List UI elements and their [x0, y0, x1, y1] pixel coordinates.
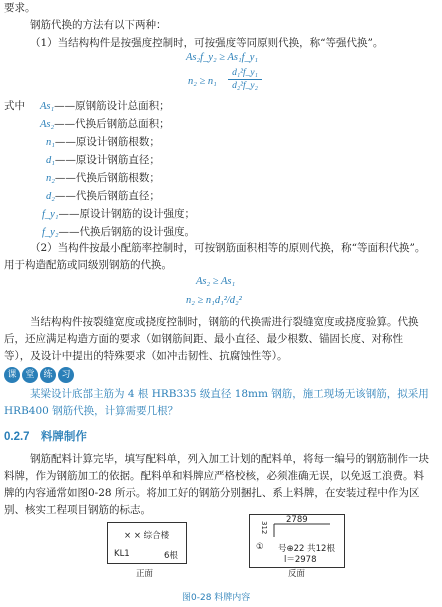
tag-front-label: 正面: [136, 569, 154, 579]
definitions-list: [40, 98, 195, 242]
item1-text: （1）当结构构件是按强度控制时，可按强度等同原则代换，称“等强代换”。: [30, 37, 384, 49]
definition-item: [40, 152, 195, 170]
definition-symbol: As₂: [40, 119, 55, 130]
defs-lead: 式中: [4, 100, 25, 112]
definition-text: ——代换后钢筋直径；: [54, 190, 160, 202]
definition-text: ——原钢筋设计总面积；: [54, 100, 170, 112]
section-line-4: 别、核实工程项目钢筋的标志。: [4, 504, 151, 516]
definition-item: [40, 170, 195, 188]
definition-text: ——原设计钢筋根数；: [54, 136, 160, 148]
definition-symbol: n₂: [46, 173, 55, 184]
tag-back-spec: 号⊕22 共12根: [278, 544, 335, 554]
section-line-3: 牌的内容通常如图0-28 所示。将加工好的钢筋分别捆扎、系上料牌，在安装过程中作为区: [4, 487, 420, 499]
definition-text: ——代换后钢筋的设计强度。: [58, 226, 195, 238]
definition-text: ——代换后钢筋根数；: [54, 172, 160, 184]
figure-caption: 图0-28 料牌内容: [182, 593, 251, 603]
definition-text: ——原设计钢筋直径；: [54, 154, 160, 166]
definition-item: [40, 116, 195, 134]
tag-front-count: 6根: [164, 551, 178, 561]
badge-char: 堂: [22, 367, 38, 383]
top-line: 要求。: [4, 2, 36, 14]
equation-2-fraction: [226, 67, 264, 92]
tag-back-side-length: 312: [260, 521, 268, 535]
paragraph-line-3: 等），及设计中提出的特殊要求（如冲击韧性、抗腐蚀性等）。: [4, 350, 288, 362]
badge-char: 习: [58, 367, 74, 383]
section-heading: [4, 428, 87, 444]
paragraph-line-1: 当结构构件按裂缝宽度或挠度控制时，钢筋的代换需进行裂缝宽度或挠度验算。代换: [30, 316, 419, 328]
equation-2-denominator: d₂²f_y₂: [232, 81, 258, 91]
equation-3: As₂ ≥ As₁: [196, 276, 236, 287]
definition-item: [40, 134, 195, 152]
tag-back-circle-number: ①: [256, 542, 264, 552]
badge-char: 课: [4, 367, 20, 383]
item2-line-1: （2）当构件按最小配筋率控制时，可按钢筋面积相等的原则代换，称“等面积代换”。: [30, 242, 426, 254]
exercise-line-1: 某梁设计底部主筋为 4 根 HRB335 级直径 18mm 钢筋，施工现场无该钢筋，拟采用: [30, 388, 429, 400]
intro-text: 钢筋代换的方法有以下两种：: [30, 19, 167, 31]
definition-item: [40, 206, 195, 224]
tag-front-title: × × 综合楼: [124, 531, 170, 541]
section-number: 0.2.7: [4, 431, 30, 443]
equation-1: As₂f_y₂ ≥ As₁f_y₁: [186, 52, 259, 63]
tag-back-top-length: 2789: [286, 515, 308, 525]
definition-text: ——代换后钢筋总面积；: [54, 118, 170, 130]
definition-symbol: f_y₂: [42, 227, 59, 238]
equation-4: n₂ ≥ n₁d₁²/d₂²: [186, 295, 242, 306]
tag-back: [249, 514, 345, 568]
definition-symbol: n₁: [46, 137, 55, 148]
equation-2-left: n₂ ≥ n₁: [188, 76, 217, 87]
equation-2-numerator: d₁²f_y₁: [232, 68, 258, 78]
definition-item: [40, 188, 195, 206]
tag-front-id: KL1: [114, 549, 130, 559]
definition-symbol: d₂: [46, 191, 55, 202]
definition-symbol: d₁: [46, 155, 55, 166]
definition-symbol: f_y₁: [42, 209, 59, 220]
paragraph-line-2: 后，还应满足构造方面的要求（如钢筋间距、最小直径、最少根数、锚固长度、对称性: [4, 333, 403, 345]
tag-back-length: l＝2978: [284, 555, 317, 565]
definition-item: [40, 98, 195, 116]
item2-line-2: 用于构造配筋或同级别钢筋的代换。: [4, 259, 172, 271]
definition-text: ——原设计钢筋的设计强度；: [58, 208, 195, 220]
section-line-2: 料牌，作为钢筋加工的依据。配料单和料牌应严格校核，必须准确无误，以免返工浪费。料: [4, 470, 424, 482]
exercise-line-2: HRB400 钢筋代换，计算需要几根？: [4, 405, 179, 417]
tag-back-label: 反面: [288, 569, 306, 579]
badge-char: 练: [40, 367, 56, 383]
tag-front: [107, 522, 187, 564]
definition-symbol: As₁: [40, 101, 55, 112]
section-title: 料牌制作: [40, 431, 87, 443]
section-line-1: 钢筋配料计算完毕，填写配料单，列入加工计划的配料单，将每一编号的钢筋制作一块: [30, 453, 429, 465]
classroom-practice-badges: [4, 367, 76, 383]
